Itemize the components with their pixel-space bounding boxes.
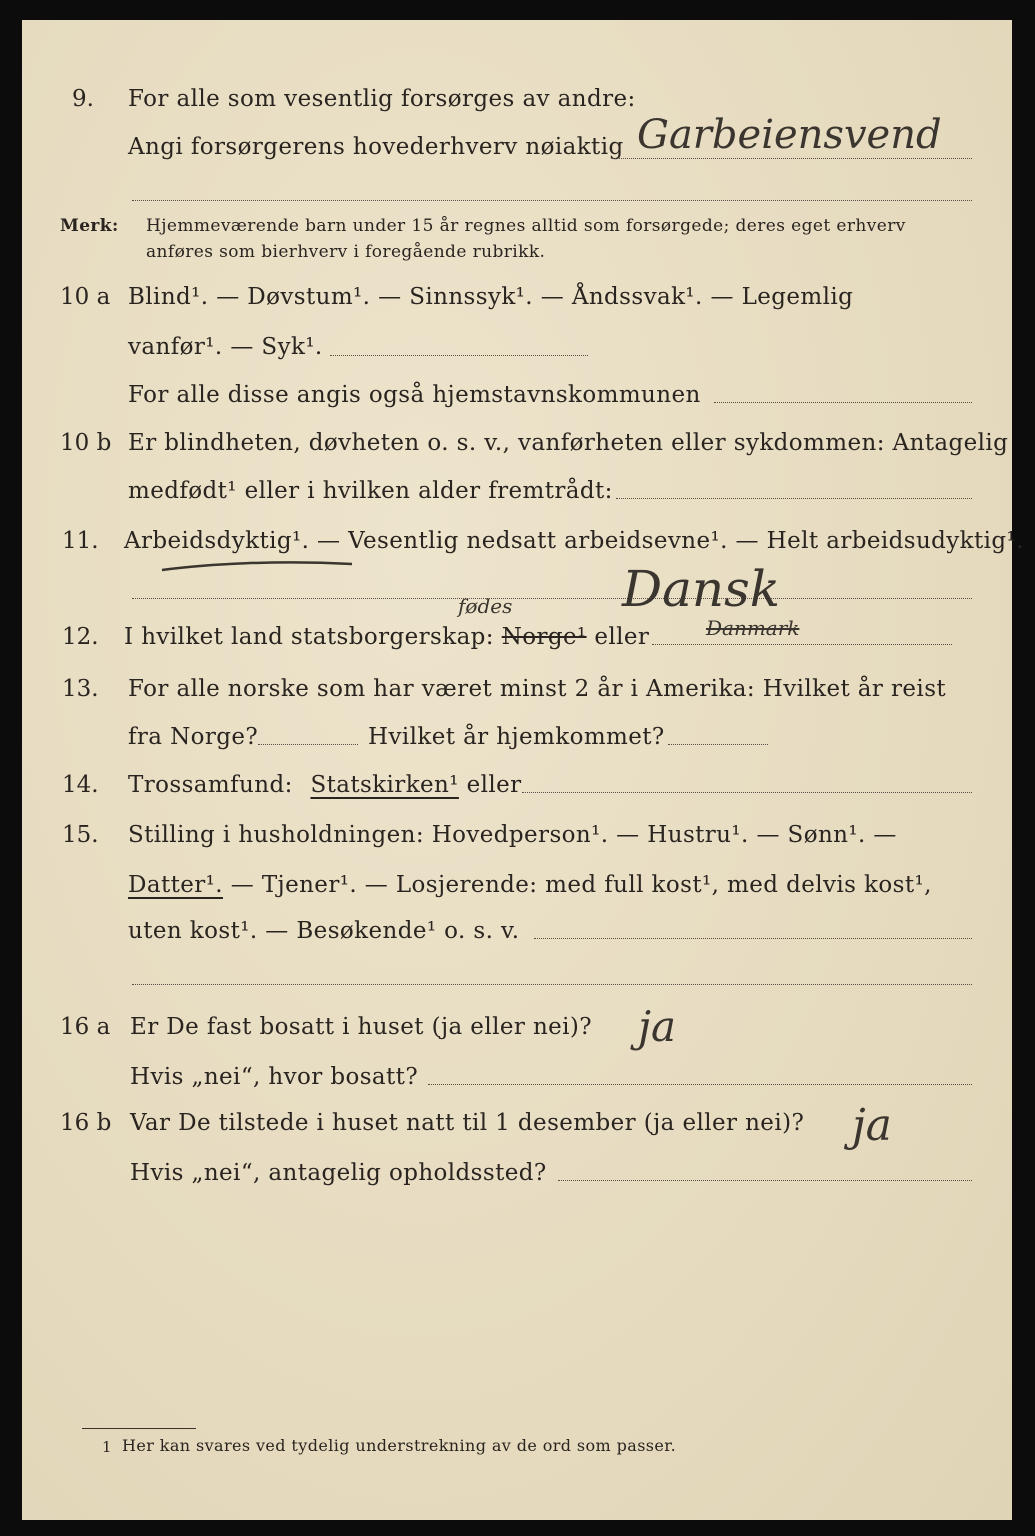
- q15-line3: uten kost¹. — Besøkende¹ o. s. v.: [128, 918, 520, 944]
- q11-extra-line: [132, 598, 972, 599]
- q12-handwritten-answer: Dansk: [622, 560, 781, 618]
- footnote-mark: 1: [102, 1438, 112, 1456]
- q10a-line1: Blind¹. — Døvstum¹. — Sinnssyk¹. — Åndssvak¹. — Legemlig: [128, 284, 854, 310]
- q12-eller: eller: [594, 624, 650, 650]
- q10a-number: 10 a: [60, 284, 111, 310]
- q15-line1: Stilling i husholdningen: Hovedperson¹. — Hustru¹. — Sønn¹. —: [128, 822, 897, 848]
- q14-label: Trossamfund:: [128, 772, 293, 798]
- q10a-hjemstavn-line: [714, 402, 972, 403]
- q12-norge-struck: Norge¹: [501, 624, 587, 650]
- q16a-handwritten-answer: ja: [638, 1002, 677, 1051]
- q14-statskirken: Statskirken¹: [310, 772, 459, 798]
- q11-number: 11.: [62, 528, 99, 554]
- q15-answer-line: [534, 938, 972, 939]
- q16a-number: 16 a: [60, 1014, 111, 1040]
- q13-reist-line: [258, 744, 358, 745]
- q15-extra-line: [132, 984, 972, 985]
- q10b-answer-line: [616, 498, 972, 499]
- footnote-rule: [82, 1428, 196, 1429]
- q14-number: 14.: [62, 772, 99, 798]
- footnote-text: Her kan svares ved tydelig understrekning av de ord som passer.: [122, 1436, 677, 1455]
- q14-eller: eller: [466, 772, 522, 798]
- q16b-line1: Var De tilstede i huset natt til 1 desember (ja eller nei)?: [130, 1110, 805, 1136]
- q16a-line2: Hvis „nei“, hvor bosatt?: [130, 1064, 419, 1090]
- q12-handwritten-note: fødes: [458, 594, 513, 618]
- merk-label: Merk:: [60, 216, 119, 236]
- q9-answer-line: [612, 158, 972, 159]
- q15-datter: Datter¹.: [128, 872, 223, 898]
- q16b-answer-line: [558, 1180, 972, 1181]
- q12-answer-line: [652, 644, 952, 645]
- q15-line2-rest: — Tjener¹. — Losjerende: med full kost¹, med delvis kost¹,: [230, 872, 932, 898]
- q15-number: 15.: [62, 822, 99, 848]
- q16b-line2: Hvis „nei“, antagelig opholdssted?: [130, 1160, 547, 1186]
- q9-extra-line: [132, 200, 972, 201]
- q16a-line1: Er De fast bosatt i huset (ja eller nei)?: [130, 1014, 593, 1040]
- q9-number: 9.: [72, 86, 94, 112]
- q12-struck-danmark: Danmark: [706, 616, 800, 640]
- q14-line: [128, 772, 522, 798]
- q11-handwritten-underline: [157, 552, 357, 582]
- q15-line2: [128, 872, 932, 898]
- q14-answer-line: [522, 792, 972, 793]
- q10a-answer-line: [330, 355, 588, 356]
- q9-handwritten-answer: Garbeiensvend: [637, 112, 942, 158]
- q12-prefix: I hvilket land statsborgerskap:: [124, 624, 494, 650]
- merk-line1: Hjemmeværende barn under 15 år regnes alltid som forsørgede; deres eget erhverv: [146, 216, 906, 236]
- q10a-line2: vanfør¹. — Syk¹.: [128, 334, 323, 360]
- q13-hjemkommet-line: [668, 744, 768, 745]
- q10b-number: 10 b: [60, 430, 112, 456]
- q13-number: 13.: [62, 676, 99, 702]
- q10b-line1: Er blindheten, døvheten o. s. v., vanførheten eller sykdommen: Antagelig: [128, 430, 1009, 456]
- q12-line: [124, 624, 649, 650]
- q10a-line3: For alle disse angis også hjemstavnskommunen: [128, 382, 701, 408]
- q9-line2: Angi forsørgerens hovederhverv nøiaktig: [128, 134, 624, 160]
- q9-line1: For alle som vesentlig forsørges av andre:: [128, 86, 636, 112]
- q11-line1: Arbeidsdyktig¹. — Vesentlig nedsatt arbeidsevne¹. — Helt arbeidsudyktig¹.: [124, 528, 1024, 554]
- q12-number: 12.: [62, 624, 99, 650]
- q13-line2b: Hvilket år hjemkommet?: [368, 724, 665, 750]
- merk-line2: anføres som bierhverv i foregående rubrikk.: [146, 242, 546, 262]
- q16b-handwritten-answer: ja: [852, 1100, 892, 1151]
- q10b-line2: medfødt¹ eller i hvilken alder fremtrådt:: [128, 478, 613, 504]
- census-form-page: [22, 20, 1024, 1520]
- q13-line1: For alle norske som har været minst 2 år i Amerika: Hvilket år reist: [128, 676, 947, 702]
- q13-line2a: fra Norge?: [128, 724, 259, 750]
- q16b-number: 16 b: [60, 1110, 112, 1136]
- q16a-answer-line: [428, 1084, 972, 1085]
